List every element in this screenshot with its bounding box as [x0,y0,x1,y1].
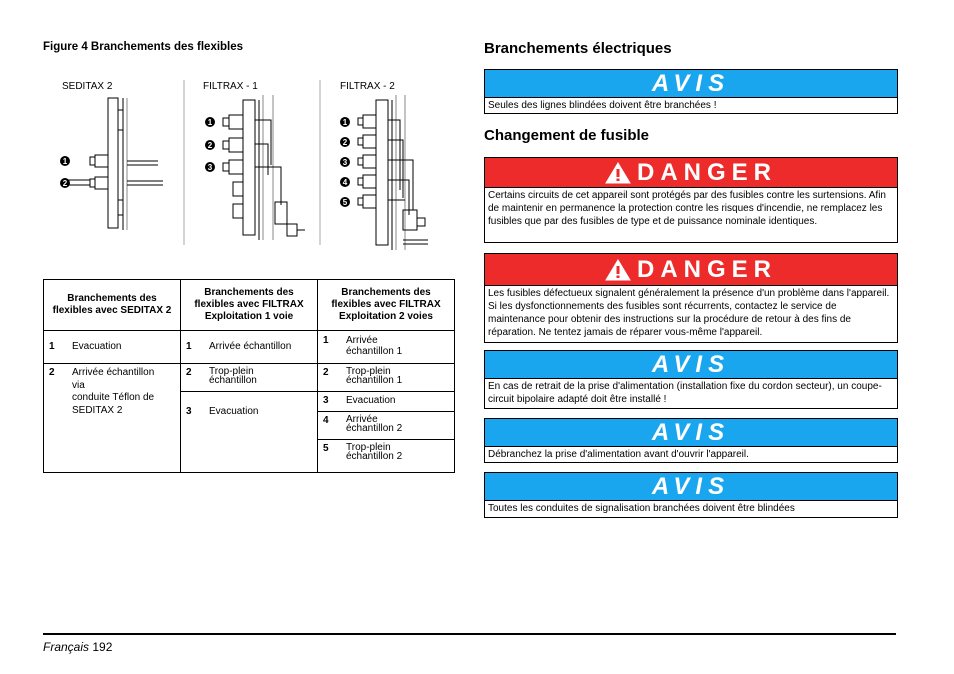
table-header: Branchements des flexibles avec FILTRAX Exploitation 2 voies [318,280,455,331]
table-row: 4 Arrivée échantillon 2 [318,412,454,440]
danger-text: Les fusibles défectueux signalent généralement la présence d'un problème dans l'appareil. Si les dysfonctionnements des fusibles sont récurrents, contactez le service de maintenance pour obtenir des instructions sur la procédure de retour à des fins de réparation. Ne tentez jamais de réparer vous-même l'appareil. [488,288,890,338]
danger-box [484,157,898,243]
svg-text:5: 5 [342,198,348,207]
table-row: 2 Arrivée échantillon via conduite Téflon de SEDITAX 2 [49,367,155,416]
label-filtrax-2: FILTRAX - 2 [340,81,395,92]
footer-rule [43,633,896,635]
svg-text:2: 2 [342,138,348,147]
hose-connection-diagrams [43,70,455,260]
notice-banner: AVIS [485,419,897,447]
svg-text:1: 1 [207,118,213,127]
svg-text:4: 4 [342,178,348,187]
svg-text:3: 3 [342,158,348,167]
table-row: 2 Trop-plein échantillon [181,364,317,392]
notice-text: Seules des lignes blindées doivent être branchées ! [488,100,717,111]
table-row: 2 Trop-plein échantillon 1 [318,364,454,392]
page-footer [43,640,112,654]
notice-text: Débranchez la prise d'alimentation avant d'ouvrir l'appareil. [488,449,749,460]
table-header: Branchements des flexibles avec FILTRAX Exploitation 1 voie [181,280,318,331]
warning-triangle-icon [605,259,631,281]
notice-box [484,350,898,409]
table-header: Branchements des flexibles avec SEDITAX 2 [44,280,181,331]
section-title-fuse: Changement de fusible [484,127,650,144]
notice-banner: AVIS [485,351,897,379]
danger-label: DANGER [636,255,777,283]
svg-text:1: 1 [62,157,68,166]
danger-box [484,253,898,343]
svg-text:1: 1 [342,118,348,127]
table-row: 3 Evacuation [318,392,454,412]
notice-box [484,472,898,518]
filtrax-2-column [318,331,455,473]
label-filtrax-1: FILTRAX - 1 [203,81,258,92]
danger-banner [485,254,897,286]
figure-title: Figure 4 Branchements des flexibles [43,41,244,53]
notice-box [484,418,898,463]
svg-text:3: 3 [207,163,213,172]
warning-triangle-icon [605,162,631,184]
page-number: 192 [92,640,113,654]
danger-text: Certains circuits de cet appareil sont protégés par des fusibles contre les surtensions. Afin de maintenir en permanence la protection contre les risques d'incendie, ne remplacez les fusibles que par des fusibles de type et de puissance nominale identiques. [488,190,886,227]
notice-text: En cas de retrait de la prise d'alimentation (installation fixe du cordon secteur), un coupe-circuit bipolaire adapté doit être installé ! [488,381,882,405]
danger-banner [485,158,897,188]
svg-text:2: 2 [207,141,213,150]
connections-table [43,279,455,473]
label-seditax-2: SEDITAX 2 [62,81,113,92]
notice-text: Toutes les conduites de signalisation branchées doivent être blindées [488,503,795,514]
table-row: 1 Arrivée échantillon 1 [318,331,454,364]
svg-text:2: 2 [62,179,68,188]
table-row: 1 Arrivée échantillon [181,331,317,364]
table-row: 5 Trop-plein échantillon 2 [323,442,403,462]
section-title-electrical: Branchements électriques [484,40,672,57]
notice-banner: AVIS [485,70,897,98]
danger-label: DANGER [636,158,777,186]
table-row: 3 Evacuation [186,406,259,417]
table-row: 1 Evacuation [44,331,180,364]
notice-box [484,69,898,114]
notice-banner: AVIS [485,473,897,501]
filtrax-1-column [181,331,318,473]
footer-language: Français [43,640,90,654]
seditax-column [44,331,181,473]
